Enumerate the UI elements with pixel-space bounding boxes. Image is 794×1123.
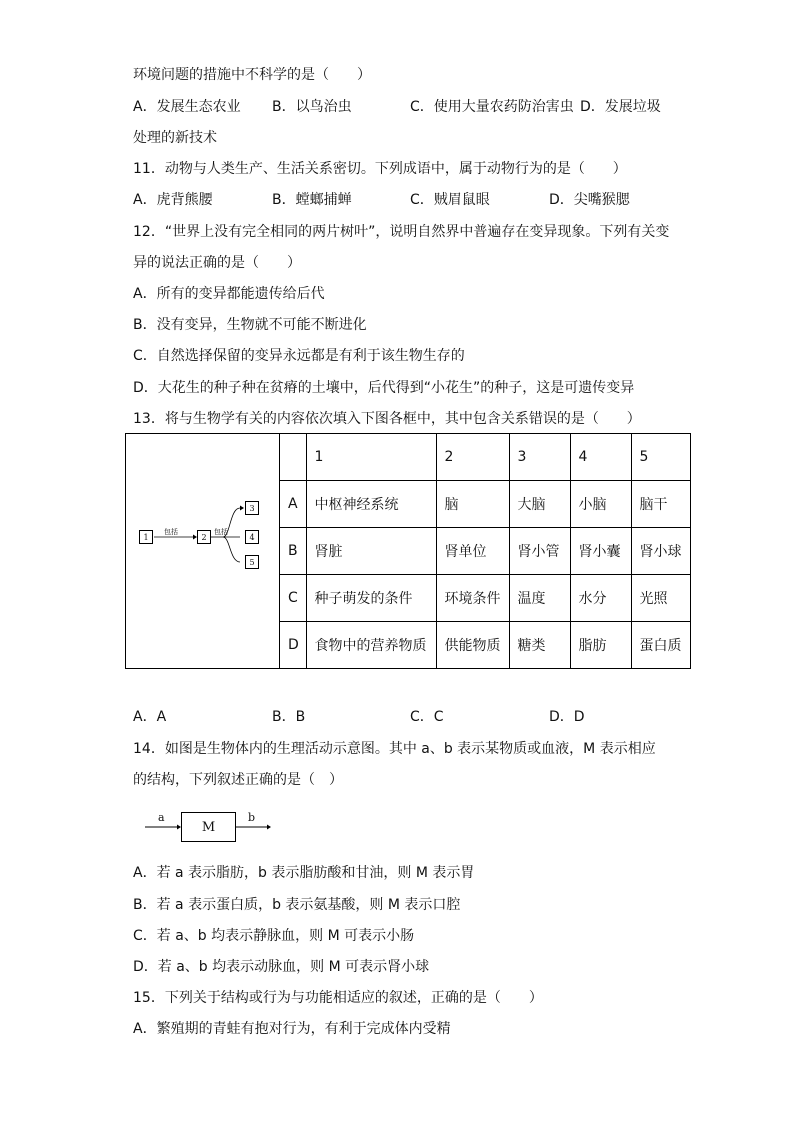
q13-cell: 蛋白质	[631, 622, 690, 669]
q14-label-b: b	[248, 811, 256, 824]
q13-cell: 大脑	[509, 481, 570, 528]
q13-box-1: 1	[139, 530, 153, 544]
q12-option-d: D．大花生的种子种在贫瘠的土壤中，后代得到“小花生”的种子，这是可遗传变异	[133, 380, 635, 396]
q11-stem: 11．动物与人类生产、生活关系密切。下列成语中，属于动物行为的是（ ）	[133, 161, 627, 177]
table-row	[280, 575, 690, 622]
q13-table-header	[280, 434, 690, 481]
q13-option-c: C．C	[410, 709, 444, 725]
q13-table-frame	[125, 433, 691, 669]
q10-stem-tail: 环境问题的措施中不科学的是（ ）	[133, 67, 371, 83]
q13-diagram-lines	[126, 434, 280, 668]
q14-box-m: M	[181, 812, 236, 842]
q14-diagram	[140, 808, 280, 844]
q13-cell: B	[280, 528, 306, 575]
q13-header-cell	[280, 434, 306, 481]
q13-cell: 供能物质	[436, 622, 509, 669]
q10-option-a: A．发展生态农业	[133, 99, 241, 115]
q13-box-5: 5	[245, 555, 259, 569]
q13-branch-label: 包括	[214, 528, 228, 536]
q10-option-c: C．使用大量农药防治害虫	[410, 99, 574, 115]
q14-option-c: C．若 a、b 均表示静脉血，则 M 可表示小肠	[133, 928, 415, 944]
q13-box-3: 3	[245, 501, 259, 515]
q13-option-a: A．A	[133, 709, 167, 725]
q13-cell: 种子萌发的条件	[306, 575, 436, 622]
q13-cell: 小脑	[570, 481, 631, 528]
q13-cell: 肾小管	[509, 528, 570, 575]
q13-header-cell: 3	[509, 434, 570, 481]
q13-cell: 脂肪	[570, 622, 631, 669]
q13-table	[280, 434, 690, 668]
q13-stem: 13．将与生物学有关的内容依次填入下图各框中，其中包含关系错误的是（ ）	[133, 411, 641, 427]
q13-cell: 光照	[631, 575, 690, 622]
q13-box-2: 2	[197, 530, 211, 544]
q13-header-cell: 5	[631, 434, 690, 481]
table-row	[280, 481, 690, 528]
q10-option-d-cont: 处理的新技术	[133, 130, 217, 146]
q13-cell: A	[280, 481, 306, 528]
q11-option-a: A．虎背熊腰	[133, 192, 213, 208]
q12-option-a: A．所有的变异都能遗传给后代	[133, 286, 325, 302]
q13-cell: 肾小球	[631, 528, 690, 575]
q13-cell: 糖类	[509, 622, 570, 669]
q13-cell: D	[280, 622, 306, 669]
q14-option-b: B．若 a 表示蛋白质，b 表示氨基酸，则 M 表示口腔	[133, 897, 461, 913]
q13-cell: 肾小囊	[570, 528, 631, 575]
q13-cell: 温度	[509, 575, 570, 622]
q13-box-4: 4	[245, 530, 259, 544]
q13-header-cell: 2	[436, 434, 509, 481]
q13-cell: 中枢神经系统	[306, 481, 436, 528]
q11-option-b: B．螳螂捕蝉	[272, 192, 352, 208]
table-row	[280, 528, 690, 575]
q13-diagram	[126, 434, 280, 668]
q14-option-a: A．若 a 表示脂肪，b 表示脂肪酸和甘油，则 M 表示胃	[133, 865, 475, 881]
table-row	[280, 622, 690, 669]
q13-header-cell: 4	[570, 434, 631, 481]
q13-cell: C	[280, 575, 306, 622]
q14-label-a: a	[158, 811, 165, 824]
q11-option-c: C．贼眉鼠眼	[410, 192, 490, 208]
q12-option-b: B．没有变异，生物就不可能不断进化	[133, 317, 367, 333]
q10-option-b: B．以鸟治虫	[272, 99, 352, 115]
q15-stem: 15．下列关于结构或行为与功能相适应的叙述，正确的是（ ）	[133, 990, 543, 1006]
q12-option-c: C．自然选择保留的变异永远都是有利于该生物生存的	[133, 348, 465, 364]
q13-cell: 肾单位	[436, 528, 509, 575]
q13-cell: 脑	[436, 481, 509, 528]
q12-stem-line2: 异的说法正确的是（ ）	[133, 255, 301, 271]
q11-option-d: D．尖嘴猴腮	[549, 192, 630, 208]
q15-option-a: A．繁殖期的青蛙有抱对行为，有利于完成体内受精	[133, 1021, 451, 1037]
q13-cell: 水分	[570, 575, 631, 622]
q13-cell: 食物中的营养物质	[306, 622, 436, 669]
q13-cell: 肾脏	[306, 528, 436, 575]
q13-option-b: B．B	[272, 709, 306, 725]
q13-arrow-label: 包括	[164, 528, 178, 536]
q10-option-d: D．发展垃圾	[580, 99, 661, 115]
q13-cell: 脑干	[631, 481, 690, 528]
q14-option-d: D．若 a、b 均表示动脉血，则 M 可表示肾小球	[133, 959, 430, 975]
q12-stem-line1: 12．“世界上没有完全相同的两片树叶”，说明自然界中普遍存在变异现象。下列有关变	[133, 224, 670, 240]
q14-stem-line2: 的结构，下列叙述正确的是（ ）	[133, 772, 343, 788]
q13-cell: 环境条件	[436, 575, 509, 622]
q13-header-cell: 1	[306, 434, 436, 481]
q14-stem-line1: 14．如图是生物体内的生理活动示意图。其中 a、b 表示某物质或血液，M 表示相应	[133, 741, 656, 757]
q13-option-d: D．D	[549, 709, 585, 725]
